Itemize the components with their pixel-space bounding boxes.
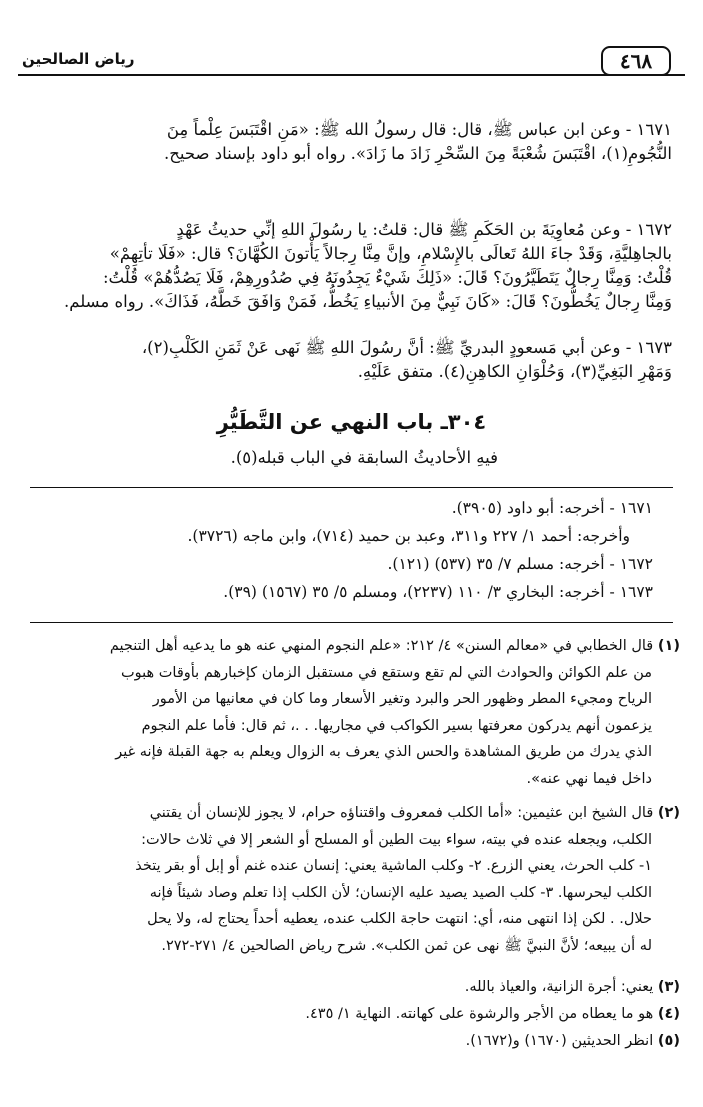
footnote-number: (٣)	[657, 979, 680, 995]
hadith-1671	[34, 118, 672, 166]
hadith-1673	[34, 336, 672, 384]
hadith-line: ١٦٧١ - وعن ابن عباس ﷺ، قال: قال رسولُ الله ﷺ: «مَنِ اقْتَبَسَ عِلْماً مِنَ	[166, 120, 672, 139]
footnote-3	[24, 974, 680, 1001]
hadith-line: النُّجُومِ(١)، اقْتَبَسَ شُعْبَةً مِنَ السِّحْرِ زَادَ ما زَادَ». رواه أبو داود بإسناد صحيح.	[163, 144, 672, 163]
footnote-1	[24, 633, 680, 792]
footnote-number: (١)	[657, 638, 680, 654]
footnote-line: يزعمون أنهم يدركون معرفتها بسير الكواكب في مجاريها. . .، ثم قال: فأما علم النجوم	[141, 717, 652, 734]
page-header	[18, 44, 685, 80]
hadith-line: وَمِنَّا رِجالٌ يَخُطُّونَ؟ قَالَ: «كَانَ نَبِيٌّ مِنَ الأنبياءِ يَخُطُّ، فَمَنْ وَافَقَ خَطَّهُ، فَذَاكَ». رواه مسلم.	[63, 292, 672, 311]
header-rule	[18, 74, 685, 76]
hadith-line: وَمَهْرِ البَغِيِّ(٣)، وَحُلْوَانِ الكاهِنِ(٤). متفق عَلَيْهِ.	[357, 362, 672, 381]
footnote-number: (٥)	[657, 1033, 680, 1049]
page-number: ٤٦٨	[601, 46, 671, 76]
footnote-line: قال الخطابي في «معالم السنن» ٤/ ٢١٢: «علم النجوم المنهي عنه هو ما يدعيه أهل التنجيم	[109, 638, 654, 654]
footnote-line: الذي يدرك من طريق المشاهدة والحس الذي يعرف به الزوال ويعلم به جهة القبلة فإنه غير	[115, 744, 652, 760]
section-rule	[30, 487, 673, 488]
hadith-1672	[34, 218, 672, 314]
footnote-4	[24, 1001, 680, 1028]
footnote-5	[24, 1028, 680, 1055]
reference-line: ١٦٧٣ - أخرجه: البخاري ٣/ ١١٠ (٢٢٣٧)، ومسلم ٥/ ٣٥ (١٥٦٧) (٣٩).	[223, 583, 653, 601]
footnote-line: داخل فيما نهي عنه».	[526, 770, 652, 787]
hadith-line: ١٦٧٢ - وعن مُعاوِيَةَ بن الحَكَمِ ﷺ قال: قلتُ: يا رسُولَ اللهِ إنِّي حديثُ عَهْدٍ	[176, 220, 672, 239]
footnote-line: الكلب، ويجعله عنده في بيته، سواء بيت الطين أو المسلح أو الشعر إلا في ثلاث حالات:	[141, 831, 652, 848]
footnote-line: حلال. . لكن إذا انتهى منه، أي: انتهت حاجة الكلب عنده، يعطيه أحداً يحتاج له، ولا يحل	[147, 911, 652, 927]
book-title: رياض الصالحين	[22, 50, 135, 68]
footnote-line: من علم الكوائن والحوادث التي لم تقع وستقع في مستقبل الزمان كإخبارهم بأوقات هبوب	[120, 664, 652, 681]
footnote-line: الكلب ليحرسها. ٣- كلب الصيد يصيد عليه الإنسان؛ لأن الكلب إذا تعلم وصاد شيئاً فإنه	[149, 884, 652, 901]
footnote-line: انظر الحديثين (١٦٧٠) و(١٦٧٢).	[465, 1033, 654, 1049]
footnote-line: يعني: أجرة الزانية، والعياذ بالله.	[464, 979, 654, 995]
footnote-number: (٤)	[657, 1006, 680, 1022]
hadith-line: ١٦٧٣ - وعن أبي مَسعودٍ البدريِّ ﷺ: أنَّ رسُولَ اللهِ ﷺ نَهى عَنْ ثَمَنِ الكَلْبِ(٢)،	[141, 338, 672, 357]
footnote-line: قال الشيخ ابن عثيمين: «أما الكلب فمعروف واقتناؤه حرام، لا يجوز للإنسان أن يقتني	[149, 805, 654, 821]
footnote-number: (٢)	[657, 805, 680, 821]
footnote-rule	[30, 622, 673, 623]
footnote-line: هو ما يعطاه من الأجر والرشوة على كهانته. النهاية ١/ ٤٣٥.	[305, 1006, 654, 1022]
reference-line: ١٦٧٢ - أخرجه: مسلم ٧/ ٣٥ (٥٣٧) (١٢١).	[387, 555, 653, 573]
reference-line: ١٦٧١ - أخرجه: أبو داود (٣٩٠٥).	[451, 499, 653, 517]
footnote-2	[24, 800, 680, 959]
footnote-line: الرياح ومجيء المطر وظهور الحر والبرد وتغير الأسعار وما كان في معانيها من الأمور	[152, 691, 652, 707]
hadith-line: قُلْتُ: وَمِنَّا رِجالٌ يَتَطَيَّرُونَ؟ قَالَ: «ذَلِكَ شَيْءٌ يَجِدُونَهُ فِي صُدُورِهِمْ، فَلَا يَصُدُّهُمْ» قُلْتُ:	[102, 268, 672, 287]
footnote-line: له أن يبيعه؛ لأنَّ النبيَّ ﷺ نهى عن ثمن الكلب». شرح رياض الصالحين ٤/ ٢٧١-٢٧٢.	[161, 937, 652, 954]
footnote-line: ١- كلب الحرث، يعني الزرع. ٢- وكلب الماشية يعني: إنسان عنده غنم أو إبل أو بقر يتخذ	[135, 858, 652, 874]
chapter-note: فيهِ الأحاديثُ السابقة في الباب قبله(٥).	[230, 448, 498, 467]
hadith-line: بالجاهِليَّةِ، وَقَدْ جاءَ اللهُ تَعالَى بالإِسْلامِ، وإنَّ مِنَّا رِجالاً يَأْتونَ الكُهَّانَ؟ قال: «فَلَا تأتِهِمْ»	[109, 244, 672, 263]
chapter-title: ٣٠٤ـ باب النهي عن التَّطَيُّرِ	[216, 410, 487, 434]
reference-line: وأخرجه: أحمد ١/ ٢٢٧ و٣١١، وعبد بن حميد (٧١٤)، وابن ماجه (٣٧٢٦).	[187, 527, 630, 545]
